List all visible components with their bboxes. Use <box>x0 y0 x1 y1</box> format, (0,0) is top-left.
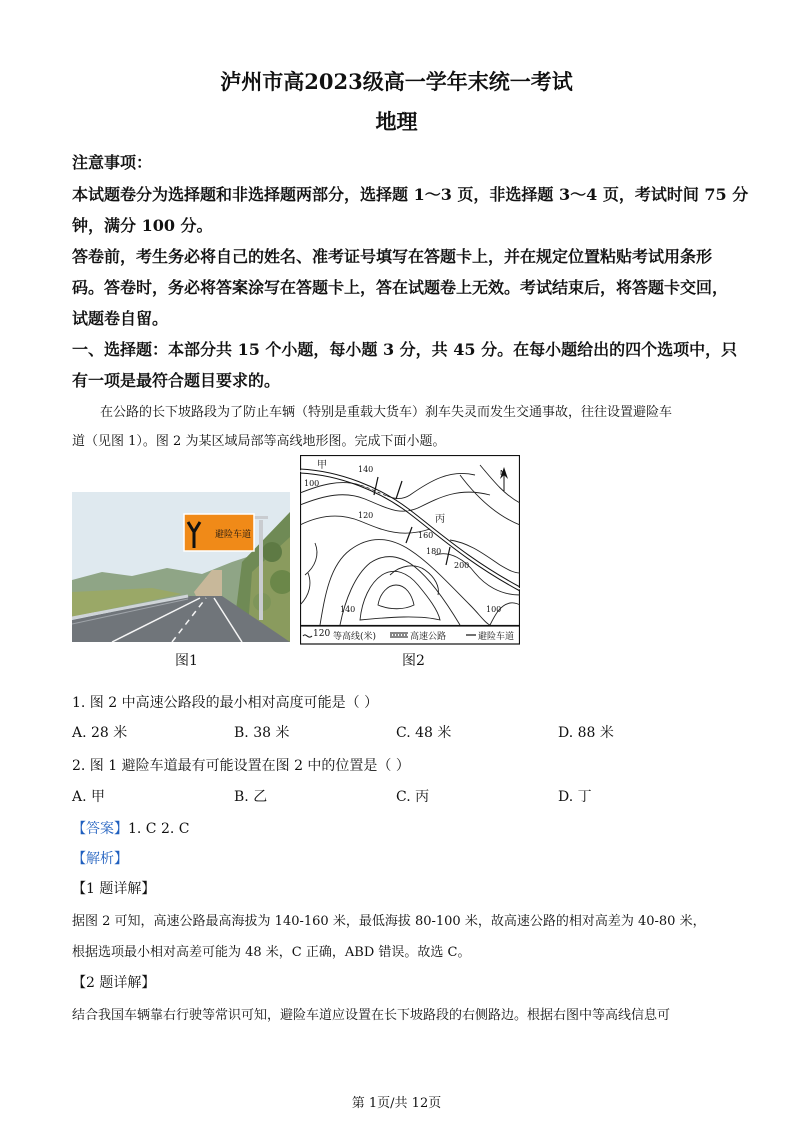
contour-map <box>300 455 520 645</box>
contour-label: 140 <box>358 465 374 474</box>
notice-line: 本试题卷分为选择题和非选择题两部分，选择题 1～3 页，非选择题 3～4 页，考试时间 75 分 <box>72 185 749 204</box>
place-label-jia: 甲 <box>317 460 327 471</box>
intro-line: 在公路的长下坡路段为了防止车辆（特别是重载大货车）刹车失灵而发生交通事故，往往设置避险车 <box>100 405 673 420</box>
question-2-option-d: D. 丁 <box>558 789 592 805</box>
question-1-option-a: A. 28 米 <box>72 725 128 741</box>
question-1-option-b: B. 38 米 <box>234 725 290 741</box>
contour-label: 100 <box>486 605 502 614</box>
notice-line: 试题卷自留。 <box>72 309 169 328</box>
question-2-stem: 2. 图 1 避险车道最有可能设置在图 2 中的位置是（ ） <box>72 758 410 774</box>
contour-label: 180 <box>426 547 442 556</box>
figure-1-caption: 图1 <box>175 653 198 669</box>
subject-title: 地理 <box>375 109 418 134</box>
contour-label: 160 <box>418 531 434 540</box>
question-1-option-c: C. 48 米 <box>396 725 452 741</box>
question-2-option-a: A. 甲 <box>72 789 106 805</box>
detail-2-heading: 【2 题详解】 <box>72 975 156 991</box>
detail-2-line: 结合我国车辆靠右行驶等常识可知，避险车道应设置在长下坡路段的右侧路边。根据右图中等高线信息可 <box>72 1008 671 1023</box>
question-2-option-c: C. 丙 <box>396 789 430 805</box>
contour-label: 140 <box>340 605 356 614</box>
legend-contour-text: 等高线(米) <box>333 632 377 642</box>
escape-lane-photo <box>72 492 290 642</box>
answer-row <box>72 818 190 838</box>
figure-2-caption: 图2 <box>402 653 425 669</box>
contour-label: 100 <box>304 479 320 488</box>
place-label-bing: 丙 <box>435 514 445 525</box>
legend-highway-text: 高速公路 <box>410 632 447 642</box>
contour-label: 120 <box>358 511 374 520</box>
notice-heading: 注意事项： <box>72 153 153 172</box>
detail-1-line: 根据选项最小相对高差可能为 48 米，C 正确，ABD 错误。故选 C。 <box>72 945 471 960</box>
section-heading: 有一项是最符合题目要求的。 <box>72 371 281 390</box>
notice-line: 答卷前，考生务必将自己的姓名、准考证号填写在答题卡上，并在规定位置粘贴考试用条形 <box>72 247 713 266</box>
section-heading: 一、选择题：本部分共 15 个小题，每小题 3 分，共 45 分。在每小题给出的四个选项中，只 <box>72 340 738 359</box>
contour-label: 200 <box>454 561 470 570</box>
legend-lane-text: 避险车道 <box>478 632 515 642</box>
notice-line: 钟，满分 100 分。 <box>72 216 213 235</box>
question-1-stem: 1. 图 2 中高速公路段的最小相对高度可能是（ ） <box>72 695 379 711</box>
sign-text: 避险车道 <box>215 530 252 540</box>
answer-label: 【答案】 <box>72 821 128 837</box>
analysis-label: 【解析】 <box>72 851 128 867</box>
question-2-option-b: B. 乙 <box>234 789 268 805</box>
question-1-option-d: D. 88 米 <box>558 725 614 741</box>
north-label: N <box>500 469 506 477</box>
figure-1-photo <box>72 492 290 642</box>
detail-1-heading: 【1 题详解】 <box>72 881 156 897</box>
page-title: 泸州市高2023级高一学年末统一考试 <box>220 69 573 94</box>
figure-2-map <box>300 455 520 645</box>
intro-line: 道（见图 1）。图 2 为某区域局部等高线地形图。完成下面小题。 <box>72 434 446 449</box>
answer-text: 1. C 2. C <box>128 821 190 837</box>
legend-contour-sample: 120 <box>313 629 331 639</box>
page-footer: 第 1页/共 12页 <box>351 1096 442 1111</box>
notice-line: 码。答卷时，务必将答案涂写在答题卡上，答在试题卷上无效。考试结束后，将答题卡交回， <box>72 278 729 297</box>
detail-1-line: 据图 2 可知，高速公路最高海拔为 140-160 米，最低海拔 80-100 米，故高速公路的相对高差为 40-80 米， <box>72 914 706 929</box>
